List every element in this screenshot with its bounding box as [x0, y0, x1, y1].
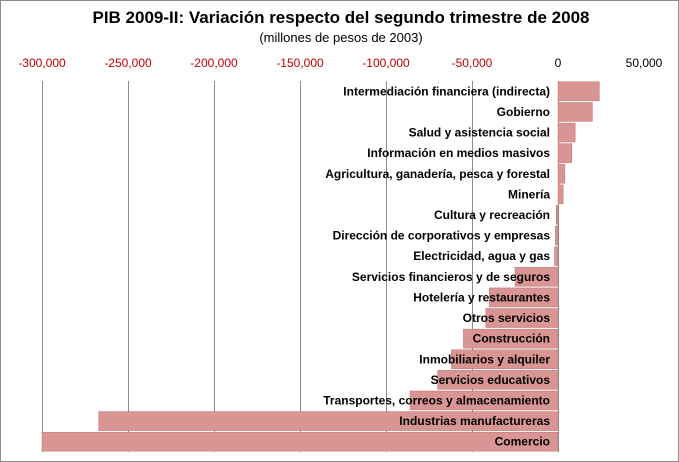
- category-label: Minería: [507, 187, 550, 202]
- x-tick-label: 0: [554, 56, 562, 70]
- bar: [558, 102, 592, 121]
- chart-title: PIB 2009-II: Variación respecto del segundo trimestre de 2008: [92, 8, 590, 27]
- bar-chart: [1, 1, 678, 461]
- category-label: Comercio: [494, 434, 550, 449]
- bar: [558, 185, 563, 204]
- category-label: Inmobiliarios y alquiler: [419, 352, 550, 367]
- x-tick-label: 50,000: [625, 56, 663, 70]
- category-label: Salud y asistencia social: [408, 125, 550, 140]
- bar: [558, 123, 575, 142]
- bar: [558, 82, 599, 101]
- category-label: Servicios financieros y de seguros: [351, 269, 550, 284]
- bar: [558, 144, 572, 163]
- category-labels: [323, 84, 550, 448]
- x-tick-label: -50,000: [451, 56, 493, 70]
- bar: [556, 205, 558, 224]
- bar: [42, 432, 558, 451]
- x-tick-label: -300,000: [18, 56, 66, 70]
- category-label: Agricultura, ganadería, pesca y forestal: [325, 166, 550, 181]
- category-label: Información en medios masivos: [367, 146, 550, 161]
- x-tick-label: -100,000: [362, 56, 410, 70]
- category-label: Transportes, correos y almacenamiento: [323, 393, 550, 408]
- x-tick-label: -250,000: [104, 56, 152, 70]
- category-label: Dirección de corporativos y empresas: [332, 228, 550, 243]
- category-label: Industrias manufactureras: [399, 414, 550, 429]
- category-label: Cultura y recreación: [433, 207, 550, 222]
- category-label: Electricidad, agua y gas: [413, 249, 550, 264]
- category-label: Construcción: [472, 331, 550, 346]
- chart-subtitle: (millones de pesos de 2003): [259, 30, 423, 45]
- x-tick-label: -200,000: [190, 56, 238, 70]
- category-label: Servicios educativos: [430, 372, 550, 387]
- category-label: Gobierno: [496, 104, 550, 119]
- bar: [555, 226, 558, 245]
- category-label: Intermediación financiera (indirecta): [343, 84, 550, 99]
- x-tick-label: -150,000: [276, 56, 324, 70]
- bar: [558, 164, 565, 183]
- category-label: Hotelería y restaurantes: [413, 290, 550, 305]
- bar: [555, 247, 558, 266]
- category-label: Otros servicios: [462, 311, 550, 326]
- axis-tick-labels: [18, 56, 662, 70]
